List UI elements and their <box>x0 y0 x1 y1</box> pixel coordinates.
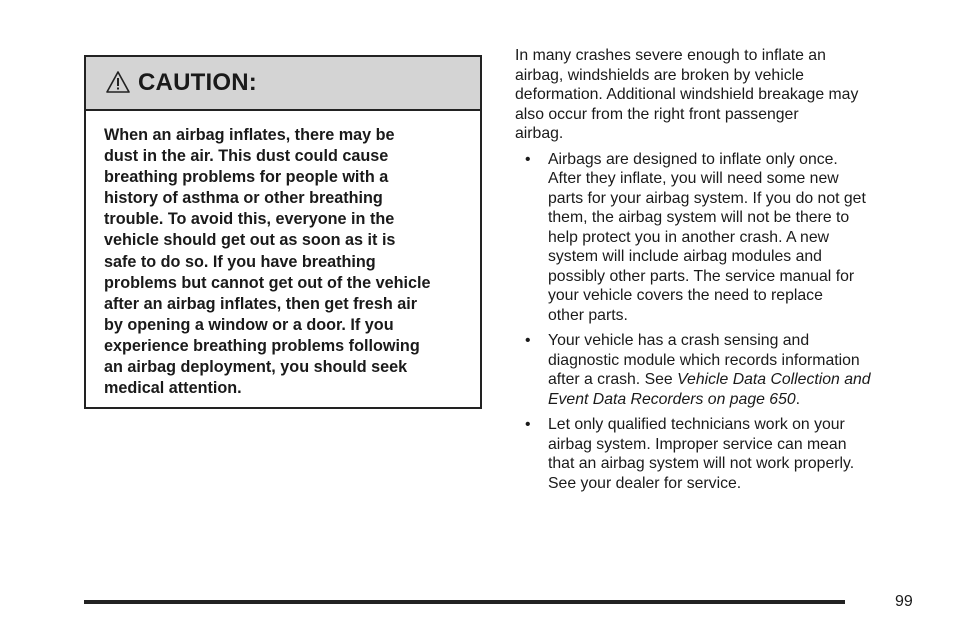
caution-line: safe to do so. If you have breathing <box>104 252 376 271</box>
bullet-line: help protect you in another crash. A new <box>548 228 830 246</box>
bullet-line: them, the airbag system will not be there to <box>548 209 850 226</box>
bullet-marker: • <box>525 150 531 168</box>
bullet-line: After they inflate, you will need some new <box>548 170 839 187</box>
cross-reference-link[interactable]: Event Data Recorders on page 650 <box>548 390 796 408</box>
bullet-line: parts for your airbag system. If you do not get <box>548 189 866 207</box>
caution-header <box>86 57 480 111</box>
intro-line: also occur from the right front passenger <box>515 105 799 123</box>
caution-line: an airbag deployment, you should seek <box>104 358 408 377</box>
caution-line: experience breathing problems following <box>104 336 420 355</box>
bullet-list <box>515 150 925 494</box>
intro-line: airbag, windshields are broken by vehicle <box>515 66 804 84</box>
bullet-line: system will include airbag modules and <box>548 248 822 265</box>
cross-reference-link[interactable]: Vehicle Data Collection and <box>677 371 871 388</box>
body-text-column <box>515 46 925 493</box>
intro-line: airbag. <box>515 125 564 142</box>
bullet-line: Let only qualified technicians work on your <box>548 416 845 433</box>
caution-line: problems but cannot get out of the vehicle <box>104 273 431 292</box>
bullet-line: that an airbag system will not work properly. <box>548 455 855 472</box>
bullet-line: other parts. <box>548 306 628 324</box>
caution-title: CAUTION: <box>138 69 257 96</box>
caution-line: medical attention. <box>104 379 242 398</box>
bullet-marker: • <box>525 332 531 349</box>
bullet-item-qualified-technicians <box>515 415 925 493</box>
bullet-item-crash-sensing-module <box>515 331 925 409</box>
bullet-line: diagnostic module which records information <box>548 351 860 369</box>
bullet-item-airbags-inflate-once <box>515 150 925 326</box>
bullet-text: . <box>795 390 801 408</box>
caution-line: dust in the air. This dust could cause <box>104 147 389 166</box>
caution-line: trouble. To avoid this, everyone in the <box>104 210 395 229</box>
bullet-line: possibly other parts. The service manual for <box>548 267 855 285</box>
bullet-line: Your vehicle has a crash sensing and <box>548 332 810 349</box>
caution-text <box>86 111 480 399</box>
bullet-marker: • <box>525 416 531 433</box>
bullet-line <box>548 370 925 390</box>
intro-line: deformation. Additional windshield breakage may <box>515 86 859 103</box>
warning-triangle-icon <box>106 70 130 94</box>
caution-line: by opening a window or a door. If you <box>104 315 394 334</box>
bullet-line: airbag system. Improper service can mean <box>548 435 847 453</box>
bullet-line <box>548 390 925 410</box>
caution-line: breathing problems for people with a <box>104 168 389 187</box>
footer-rule <box>84 600 845 604</box>
caution-line: When an airbag inflates, there may be <box>104 126 395 144</box>
page-number: 99 <box>895 593 913 610</box>
bullet-line: your vehicle covers the need to replace <box>548 287 823 304</box>
bullet-line: Airbags are designed to inflate only once. <box>548 150 838 168</box>
bullet-line: See your dealer for service. <box>548 474 742 492</box>
caution-line: after an airbag inflates, then get fresh air <box>104 294 418 313</box>
intro-paragraph <box>515 46 925 144</box>
bullet-text: after a crash. See <box>548 371 678 388</box>
caution-line: history of asthma or other breathing <box>104 189 383 208</box>
caution-box <box>84 55 482 409</box>
caution-line: vehicle should get out as soon as it is <box>104 231 396 250</box>
intro-line: In many crashes severe enough to inflate an <box>515 47 826 64</box>
